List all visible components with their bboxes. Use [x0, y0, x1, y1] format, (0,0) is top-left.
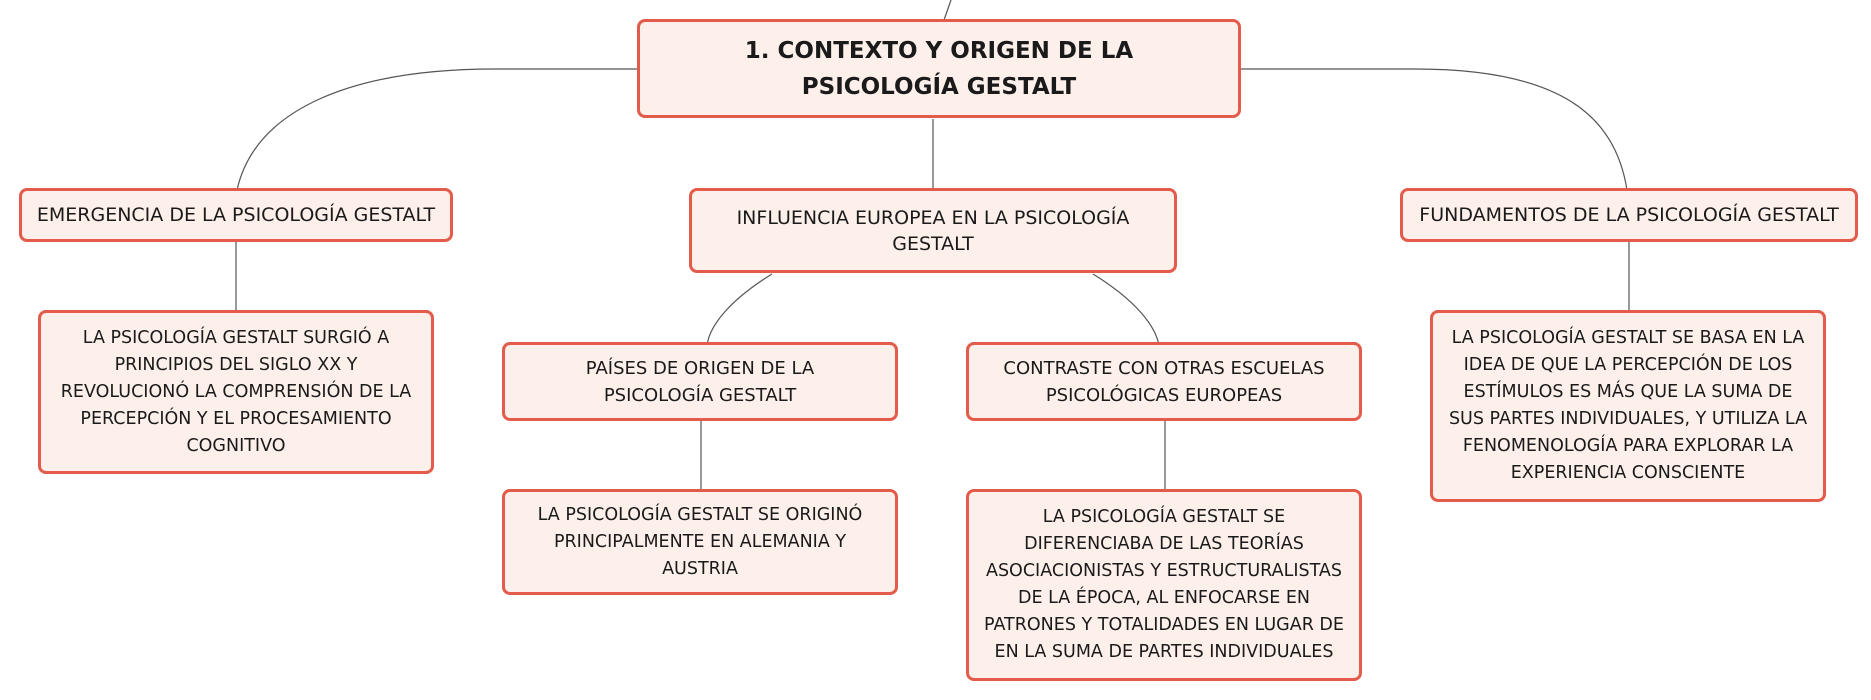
fundamentos-detail-text: LA PSICOLOGÍA GESTALT SE BASA EN LA IDEA DE QUE LA PERCEPCIÓN DE LOS ESTÍMULOS ES MÁS QUE LA SUMA DE SUS PARTES INDIVIDUALES, Y UTILIZA LA FENOMENOLOGÍA PARA EXPLORAR LA EXPERIENCIA CONSCIENTE: [1448, 328, 1808, 483]
subtopic-paises[interactable]: [502, 342, 898, 421]
branch-influencia-label: INFLUENCIA EUROPEA EN LA PSICOLOGÍA GESTALT: [736, 206, 1130, 255]
contraste-detail-text: LA PSICOLOGÍA GESTALT SE DIFERENCIABA DE LAS TEORÍAS ASOCIACIONISTAS Y ESTRUCTURALISTAS DE LA ÉPOCA, AL ENFOCARSE EN PATRONES Y TOTALIDADES EN LUGAR DE EN LA SUMA DE PARTES INDIVIDUALES: [984, 507, 1344, 662]
branch-emergencia-label: EMERGENCIA DE LA PSICOLOGÍA GESTALT: [36, 204, 436, 226]
contraste-detail[interactable]: [966, 489, 1362, 681]
subtopic-contraste[interactable]: [966, 342, 1362, 421]
subtopic-contraste-label: CONTRASTE CON OTRAS ESCUELAS PSICOLÓGICAS EUROPEAS: [1003, 357, 1325, 406]
emergencia-detail-text: LA PSICOLOGÍA GESTALT SURGIÓ A PRINCIPIOS DEL SIGLO XX Y REVOLUCIONÓ LA COMPRENSIÓN DE LA PERCEPCIÓN Y EL PROCESAMIENTO COGNITIVO: [60, 327, 412, 456]
fundamentos-detail[interactable]: [1430, 310, 1826, 502]
root-topic[interactable]: [637, 19, 1241, 118]
branch-fundamentos-label: FUNDAMENTOS DE LA PSICOLOGÍA GESTALT: [1419, 204, 1839, 226]
branch-emergencia[interactable]: [19, 188, 453, 242]
connector-parent-to-root: [944, 0, 951, 20]
connector-influencia-to-paises: [707, 274, 772, 345]
branch-fundamentos[interactable]: [1400, 188, 1858, 242]
branch-influencia[interactable]: [689, 188, 1177, 273]
paises-detail-text: LA PSICOLOGÍA GESTALT SE ORIGINÓ PRINCIPALMENTE EN ALEMANIA Y AUSTRIA: [537, 504, 863, 579]
connector-root-to-emergencia: [237, 69, 640, 190]
connector-root-to-fundamentos: [1240, 69, 1627, 190]
connector-influencia-to-contraste: [1093, 274, 1159, 345]
paises-detail[interactable]: [502, 489, 898, 595]
emergencia-detail[interactable]: [38, 310, 434, 474]
root-topic-label: 1. CONTEXTO Y ORIGEN DE LA PSICOLOGÍA GESTALT: [744, 37, 1134, 100]
subtopic-paises-label: PAÍSES DE ORIGEN DE LA PSICOLOGÍA GESTALT: [585, 357, 815, 406]
